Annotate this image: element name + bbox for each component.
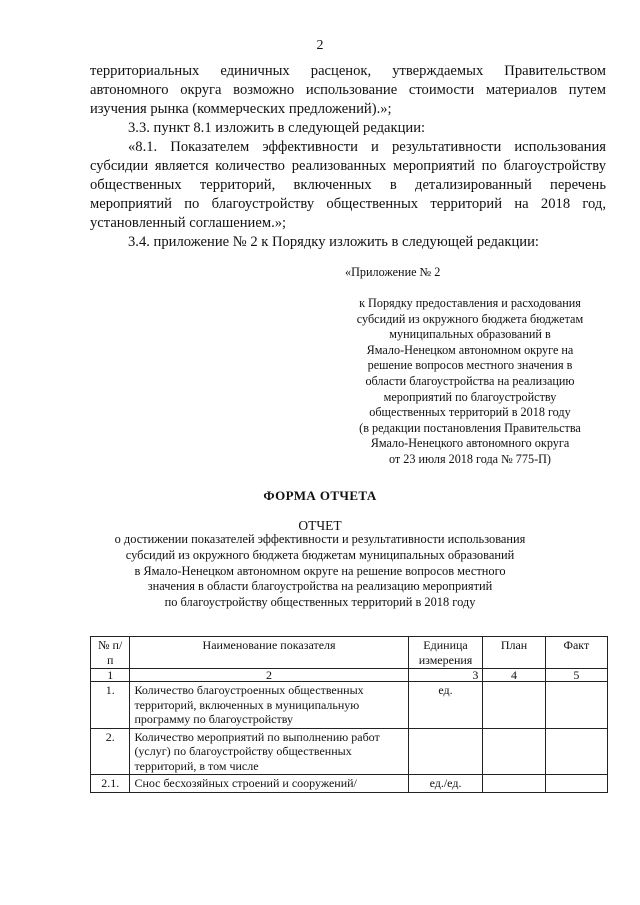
- row-fact: [545, 775, 607, 793]
- report-subtitle-line: о достижении показателей эффективности и результативности использования: [114, 532, 526, 546]
- report-table: [90, 636, 608, 793]
- index-cell: 2: [130, 669, 408, 682]
- header-name: Наименование показателя: [130, 637, 408, 669]
- appendix-title: «Приложение № 2: [345, 265, 441, 279]
- appendix-line: от 23 июля 2018 года № 775-П): [389, 451, 551, 466]
- header-fact: Факт: [545, 637, 607, 669]
- body-text: [90, 62, 606, 252]
- header-num: № п/п: [91, 637, 130, 669]
- table-index-row: [91, 669, 608, 682]
- index-cell: 5: [545, 669, 607, 682]
- table-row: [91, 682, 608, 729]
- appendix-line: решение вопросов местного значения в: [367, 358, 573, 373]
- row-plan: [483, 775, 545, 793]
- header-plan: План: [483, 637, 545, 669]
- appendix-details: [345, 296, 595, 468]
- row-num: 2.: [91, 728, 130, 775]
- paragraph-clause-8-1: «8.1. Показателем эффективности и результативности использования субсидии является количество реализованных мероприятий по благоустройству общественных территорий, включенных в детализированный перечень мероприятий по благоустройству общественных территорий на 2018 год, установленный соглашением.»;: [90, 139, 606, 231]
- appendix-line: субсидий из окружного бюджета бюджетам: [356, 311, 584, 326]
- header-unit: Единица измерения: [408, 637, 483, 669]
- appendix-line: к Порядку предоставления и расходования: [359, 296, 581, 310]
- row-plan: [483, 728, 545, 775]
- row-fact: [545, 728, 607, 775]
- row-name: Количество благоустроенных общественных территорий, включенных в муниципальную программу по благоустройству: [130, 682, 408, 729]
- report-title: ОТЧЕТ: [298, 518, 342, 533]
- appendix-line: (в редакции постановления Правительства: [359, 420, 581, 435]
- row-unit: ед.: [408, 682, 483, 729]
- index-cell: 3: [408, 669, 483, 682]
- row-unit: [408, 728, 483, 775]
- table-header-row: [91, 637, 608, 669]
- row-num: 2.1.: [91, 775, 130, 793]
- index-cell: 4: [483, 669, 545, 682]
- appendix-line: Ямало-Ненецкого автономного округа: [370, 436, 570, 451]
- row-name: Количество мероприятий по выполнению работ (услуг) по благоустройству общественных территорий, в том числе: [130, 728, 408, 775]
- paragraph-continuation: территориальных единичных расценок, утверждаемых Правительством автономного округа возможно использование стоимости материалов путем изучения рынка (коммерческих предложений).»;: [90, 63, 606, 117]
- row-name: Снос бесхозяйных строений и сооружений/: [130, 775, 408, 793]
- table-row: [91, 775, 608, 793]
- index-cell: 1: [91, 669, 130, 682]
- row-plan: [483, 682, 545, 729]
- row-unit: ед./ед.: [408, 775, 483, 793]
- report-subtitle: [100, 532, 540, 611]
- appendix-line: муниципальных образований в: [389, 327, 551, 342]
- report-subtitle-line: значения в области благоустройства на реализацию мероприятий: [147, 579, 493, 594]
- report-subtitle-line: субсидий из окружного бюджета бюджетам муниципальных образований: [125, 547, 515, 562]
- appendix-line: общественных территорий в 2018 году: [369, 405, 571, 420]
- row-fact: [545, 682, 607, 729]
- paragraph-item-3-4: 3.4. приложение № 2 к Порядку изложить в следующей редакции:: [128, 234, 539, 250]
- page-number: 2: [316, 38, 324, 53]
- paragraph-item-3-3: 3.3. пункт 8.1 изложить в следующей редакции:: [128, 120, 426, 136]
- form-title: ФОРМА ОТЧЕТА: [263, 488, 377, 503]
- report-subtitle-line: в Ямало-Ненецком автономном округе на решение вопросов местного: [134, 563, 506, 578]
- appendix-line: мероприятий по благоустройству: [383, 389, 557, 404]
- row-num: 1.: [91, 682, 130, 729]
- appendix-line: области благоустройства на реализацию: [365, 373, 575, 388]
- table-row: [91, 728, 608, 775]
- report-subtitle-line: по благоустройству общественных территорий в 2018 году: [164, 595, 476, 610]
- appendix-line: Ямало-Ненецком автономном округе на: [366, 342, 574, 357]
